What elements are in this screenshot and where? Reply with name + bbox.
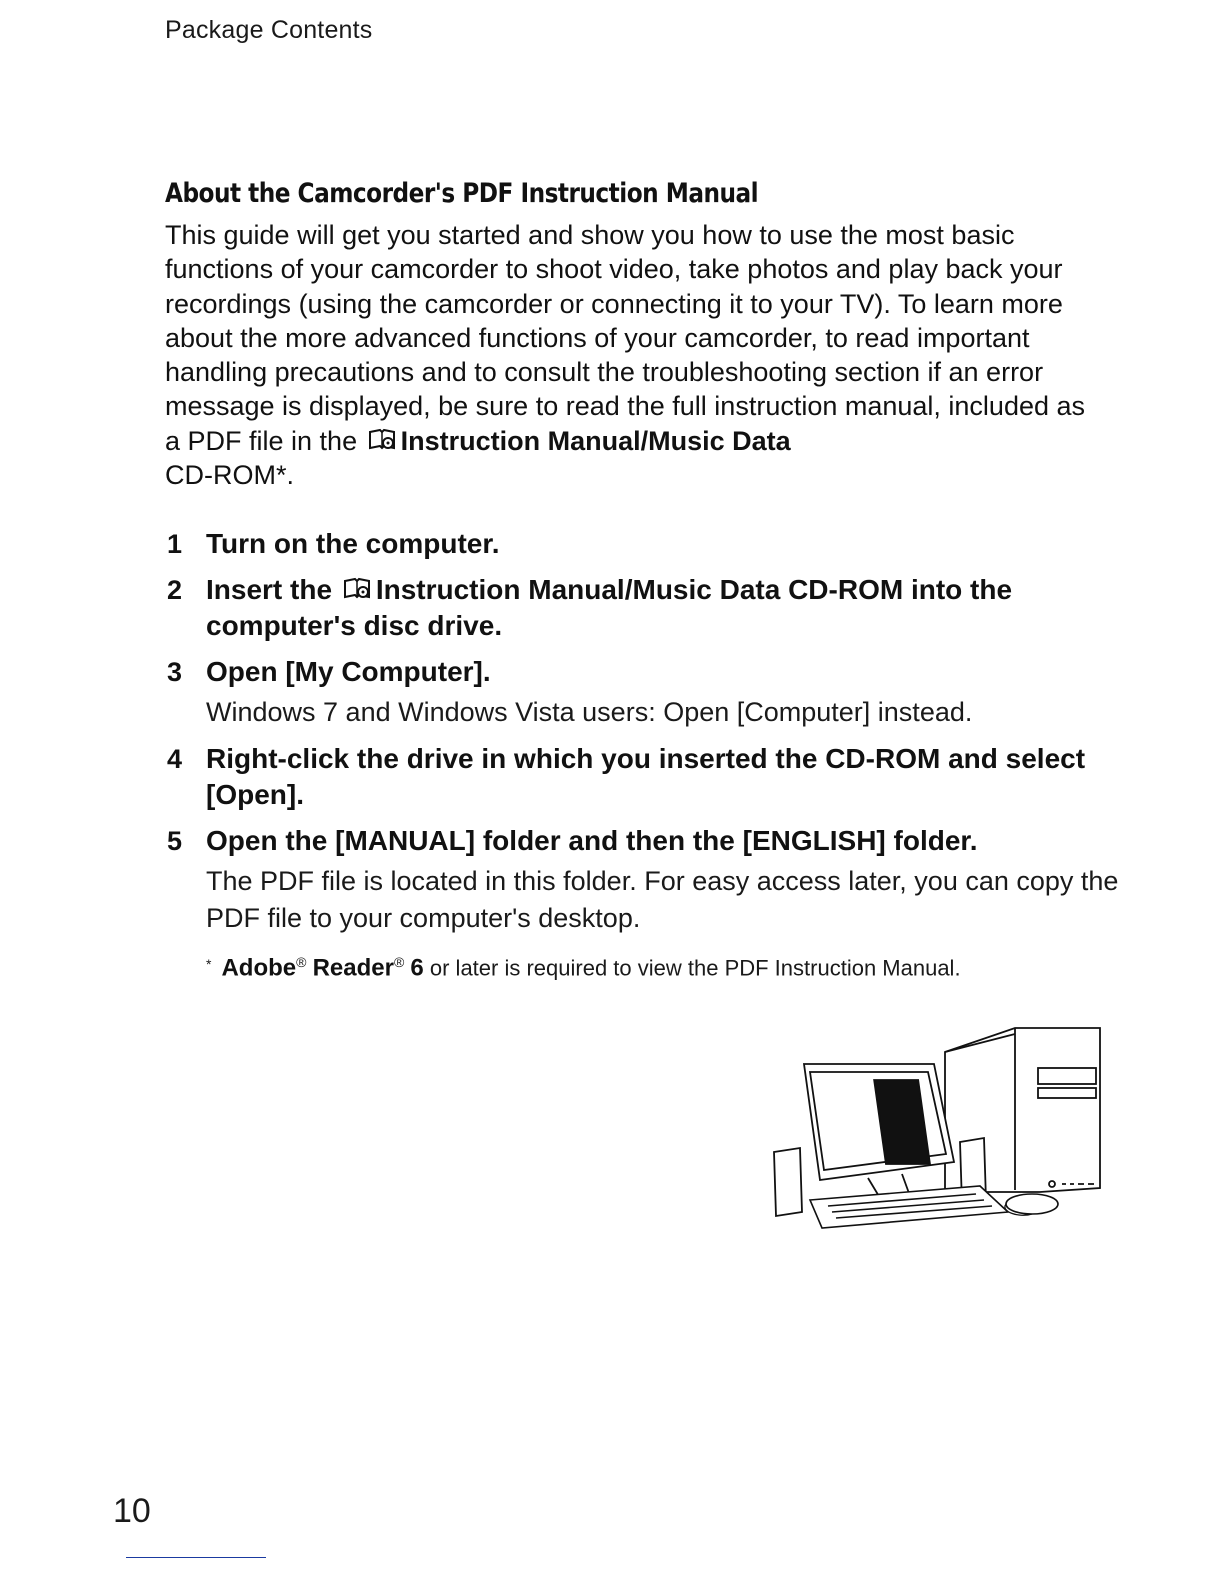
step-5	[165, 823, 1125, 983]
version-label: 6	[410, 954, 424, 982]
step-title: Turn on the computer.	[206, 528, 500, 559]
adobe-label: Adobe	[221, 954, 297, 982]
step-description: The PDF file is located in this folder. For easy access later, you can copy the PDF file to your computer's desktop.	[206, 866, 1119, 933]
step-number: 2	[167, 575, 183, 605]
registered-mark: ®	[393, 954, 405, 970]
footnote-marker: *	[206, 956, 212, 973]
registered-mark: ®	[296, 954, 307, 970]
step-description: Windows 7 and Windows Vista users: Open [Computer] instead.	[206, 697, 973, 727]
intro-end: CD-ROM*.	[165, 460, 294, 491]
step-1	[165, 526, 1125, 562]
step-number: 3	[167, 657, 183, 687]
bottom-rule	[126, 1557, 266, 1558]
footnote-text: or later is required to view the PDF Instruction Manual.	[423, 955, 961, 981]
step-number: 1	[167, 529, 183, 559]
step-title-part: Instruction Manual/Music Data CD-ROM into the computer's disc drive.	[206, 574, 1013, 641]
step-title-part: Insert the	[206, 574, 340, 605]
cd-disc-icon	[367, 428, 397, 454]
footnote	[206, 947, 1125, 983]
reader-label: Reader	[312, 954, 394, 982]
step-2	[165, 572, 1125, 644]
intro-paragraph	[165, 218, 1105, 492]
step-title: Right-click the drive in which you inserted the CD-ROM and select [Open].	[206, 743, 1086, 810]
steps-list	[165, 526, 1125, 993]
step-number: 5	[167, 826, 183, 856]
pdf-manual-section	[165, 176, 1105, 492]
page-number: 10	[113, 1492, 151, 1530]
step-title	[206, 572, 1125, 644]
intro-text: This guide will get you started and show you how to use the most basic functions of your camcorder to shoot video, take photos and play back your recordings (using the camcorder or connecting it to your TV). To learn more about the more advanced functions of your camcorder, to read important handling precautions and to consult the troubleshooting section if an error message is displayed, be sure to read the full instruction manual, included as a PDF file in the	[165, 220, 1086, 456]
page-header: Package Contents	[165, 16, 373, 44]
step-title: Open the [MANUAL] folder and then the [ENGLISH] folder.	[206, 825, 978, 856]
step-number: 4	[167, 744, 183, 774]
disc-name: Instruction Manual/Music Data	[400, 425, 791, 456]
desktop-computer-illustration	[770, 1022, 1105, 1234]
step-title: Open [My Computer].	[206, 656, 491, 687]
step-3	[165, 654, 1125, 731]
cd-disc-icon	[342, 577, 372, 603]
step-4	[165, 741, 1125, 813]
section-heading: About the Camcorder's PDF Instruction Manual	[165, 178, 759, 209]
